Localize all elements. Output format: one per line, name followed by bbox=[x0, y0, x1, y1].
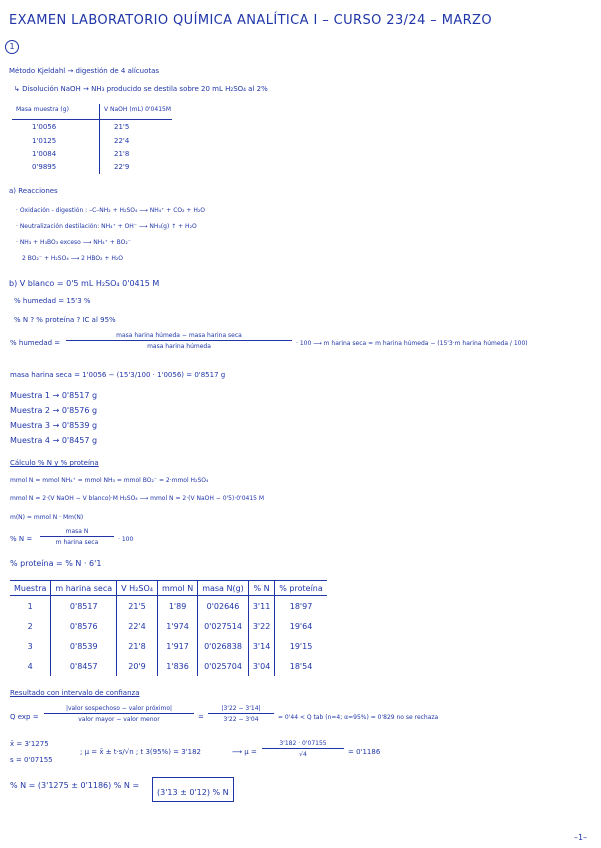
q-exp-num: |valor sospechoso − valor próximo| bbox=[44, 705, 194, 714]
results-header: V H₂SO₄ bbox=[117, 581, 158, 596]
question-number: 1 bbox=[5, 40, 19, 54]
humidity-formula-lhs: % humedad = bbox=[10, 339, 61, 347]
results-cell: 1 bbox=[27, 601, 33, 611]
pct-n-lhs: % N = bbox=[10, 535, 33, 543]
results-cell: 0'02646 bbox=[198, 596, 249, 617]
results-cell: 2 bbox=[27, 621, 33, 631]
q-eq-sign: = bbox=[198, 713, 204, 721]
results-table bbox=[10, 580, 327, 676]
calc-heading: Cálculo % N y % proteína bbox=[10, 459, 99, 467]
data-table-divider bbox=[99, 104, 100, 174]
data-mass-3: 1'0084 bbox=[32, 150, 57, 158]
results-header: masa N(g) bbox=[198, 581, 249, 596]
results-cell: 0'8539 bbox=[51, 636, 117, 656]
humidity-line: % humedad = 15'3 % bbox=[14, 297, 91, 305]
mu-result: = 0'1186 bbox=[348, 748, 381, 756]
results-cell: 3'11 bbox=[248, 596, 274, 617]
results-cell: 1'836 bbox=[157, 656, 197, 676]
data-mass-2: 1'0125 bbox=[32, 137, 57, 145]
mu-formula: ; μ = x̄ ± t·s/√n ; t 3(95%) = 3'182 bbox=[80, 748, 201, 756]
results-cell: 18'54 bbox=[275, 656, 327, 676]
data-table-rule bbox=[12, 119, 172, 120]
q-mid-num: |3'22 − 3'14| bbox=[208, 705, 274, 714]
pct-protein-line: % proteína = % N · 6'1 bbox=[10, 559, 102, 568]
confidence-heading: Resultado con intervalo de confianza bbox=[10, 689, 140, 697]
humidity-fraction-den: masa harina húmeda bbox=[147, 343, 211, 350]
results-header: % N bbox=[248, 581, 274, 596]
humidity-fraction-num: masa harina húmeda − masa harina seca bbox=[66, 332, 292, 341]
table-row bbox=[10, 616, 327, 636]
pct-n-num: masa N bbox=[40, 528, 114, 537]
pct-n-rhs: · 100 bbox=[118, 536, 134, 543]
results-header: m harina seca bbox=[51, 581, 117, 596]
results-cell: 1'974 bbox=[157, 616, 197, 636]
results-cell: 3'14 bbox=[248, 636, 274, 656]
results-cell: 22'4 bbox=[117, 616, 158, 636]
data-vol-4: 22'9 bbox=[114, 163, 130, 171]
results-header: Muestra bbox=[10, 581, 51, 596]
results-cell: 0'025704 bbox=[198, 656, 249, 676]
results-cell: 0'8517 bbox=[51, 596, 117, 617]
data-vol-3: 21'8 bbox=[114, 150, 130, 158]
q-exp-fraction bbox=[44, 705, 194, 723]
results-cell: 3'04 bbox=[248, 656, 274, 676]
q-mid-den: 3'22 − 3'04 bbox=[223, 716, 259, 723]
reaction-4: 2 BO₂⁻ + H₂SO₄ ⟶ 2 HBO₂ + H₂O bbox=[22, 255, 123, 262]
table-row bbox=[10, 596, 327, 617]
method-line: Método Kjeldahl → digestión de 4 alícuotas bbox=[9, 67, 160, 75]
results-cell: 18'97 bbox=[275, 596, 327, 617]
table-row bbox=[10, 656, 327, 676]
data-header-mass: Masa muestra (g) bbox=[16, 106, 69, 113]
results-cell: 21'8 bbox=[117, 636, 158, 656]
sample-2: Muestra 2 → 0'8576 g bbox=[10, 406, 98, 415]
sd-value: s = 0'07155 bbox=[10, 756, 53, 764]
q-exp-lhs: Q exp = bbox=[10, 713, 39, 721]
pct-n-fraction bbox=[40, 528, 114, 546]
data-mass-1: 1'0056 bbox=[32, 123, 57, 131]
data-vol-1: 21'5 bbox=[114, 123, 130, 131]
part-a-heading: a) Reacciones bbox=[9, 187, 58, 195]
humidity-fraction bbox=[66, 332, 292, 350]
results-cell: 3 bbox=[27, 641, 33, 651]
results-cell: 3'22 bbox=[248, 616, 274, 636]
mu-fraction bbox=[262, 740, 344, 758]
results-cell: 1'917 bbox=[157, 636, 197, 656]
mu-den: √4 bbox=[299, 751, 307, 758]
results-cell: 19'15 bbox=[275, 636, 327, 656]
results-header: % proteína bbox=[275, 581, 327, 596]
calc-line-1: mmol N = mmol NH₄⁺ = mmol NH₃ = mmol BO₂⁻ = 2·mmol H₂SO₄ bbox=[10, 477, 209, 484]
calc-line-2: mmol N = 2·(V NaOH − V blanco)·M H₂SO₄ ⟶ mmol N = 2·(V NaOH − 0'5)·0'0415 M bbox=[10, 495, 265, 502]
reaction-3: · NH₃ + H₃BO₃ exceso ⟶ NH₄⁺ + BO₂⁻ bbox=[16, 239, 131, 246]
mu-arrow: ⟶ μ = bbox=[232, 748, 257, 756]
v-blanco-line: b) V blanco = 0'5 mL H₂SO₄ 0'0415 M bbox=[9, 279, 160, 288]
data-header-volume: V NaOH (mL) 0'0415M bbox=[104, 106, 172, 113]
pct-n-den: m harina seca bbox=[55, 539, 99, 546]
sample-4: Muestra 4 → 0'8457 g bbox=[10, 436, 98, 445]
sample-1: Muestra 1 → 0'8517 g bbox=[10, 391, 98, 400]
results-cell: 4 bbox=[27, 661, 33, 671]
final-result-value: (3'13 ± 0'12) % N bbox=[157, 788, 229, 797]
q-result: = 0'44 < Q tab (n=4; α=95%) = 0'829 no se rechaza bbox=[278, 714, 439, 721]
results-cell: 0'8576 bbox=[51, 616, 117, 636]
humidity-formula-rhs: · 100 ⟶ m harina seca = m harina húmeda − (15'3·m harina húmeda / 100) bbox=[296, 340, 528, 347]
distillation-line: ↳ Disolución NaOH → NH₃ producido se destila sobre 20 mL H₂SO₄ al 2% bbox=[14, 85, 268, 93]
mean-value: x̄ = 3'1275 bbox=[10, 740, 49, 748]
page-number: –1– bbox=[574, 833, 588, 842]
results-cell: 0'8457 bbox=[51, 656, 117, 676]
table-row bbox=[10, 636, 327, 656]
results-cell: 21'5 bbox=[117, 596, 158, 617]
results-header-row bbox=[10, 581, 327, 596]
data-mass-4: 0'9895 bbox=[32, 163, 57, 171]
q-exp-den: valor mayor − valor menor bbox=[78, 716, 160, 723]
results-header: mmol N bbox=[157, 581, 197, 596]
results-cell: 20'9 bbox=[117, 656, 158, 676]
results-cell: 19'64 bbox=[275, 616, 327, 636]
sample-3: Muestra 3 → 0'8539 g bbox=[10, 421, 98, 430]
mu-num: 3'182 · 0'07155 bbox=[262, 740, 344, 749]
reaction-1: · Oxidación - digestión : –C–NH₂ + H₂SO₄ ⟶ NH₄⁺ + CO₂ + H₂O bbox=[16, 207, 206, 214]
dry-mass-formula: masa harina seca = 1'0056 − (15'3/100 · 1'0056) = 0'8517 g bbox=[10, 371, 226, 379]
calc-line-3: m(N) = mmol N · Mm(N) bbox=[10, 514, 84, 521]
results-cell: 0'026838 bbox=[198, 636, 249, 656]
q-mid-fraction bbox=[208, 705, 274, 723]
results-cell: 0'027514 bbox=[198, 616, 249, 636]
question-line: % N ? % proteína ? IC al 95% bbox=[14, 316, 116, 324]
reaction-2: · Neutralización destilación: NH₄⁺ + OH⁻ ⟶ NH₃(g) ↑ + H₂O bbox=[16, 223, 197, 230]
results-cell: 1'89 bbox=[157, 596, 197, 617]
final-result-lhs: % N = (3'1275 ± 0'1186) % N = bbox=[10, 781, 140, 790]
data-vol-2: 22'4 bbox=[114, 137, 130, 145]
page-title: EXAMEN LABORATORIO QUÍMICA ANALÍTICA I – CURSO 23/24 – MARZO bbox=[9, 13, 492, 28]
final-result-box bbox=[152, 777, 234, 802]
